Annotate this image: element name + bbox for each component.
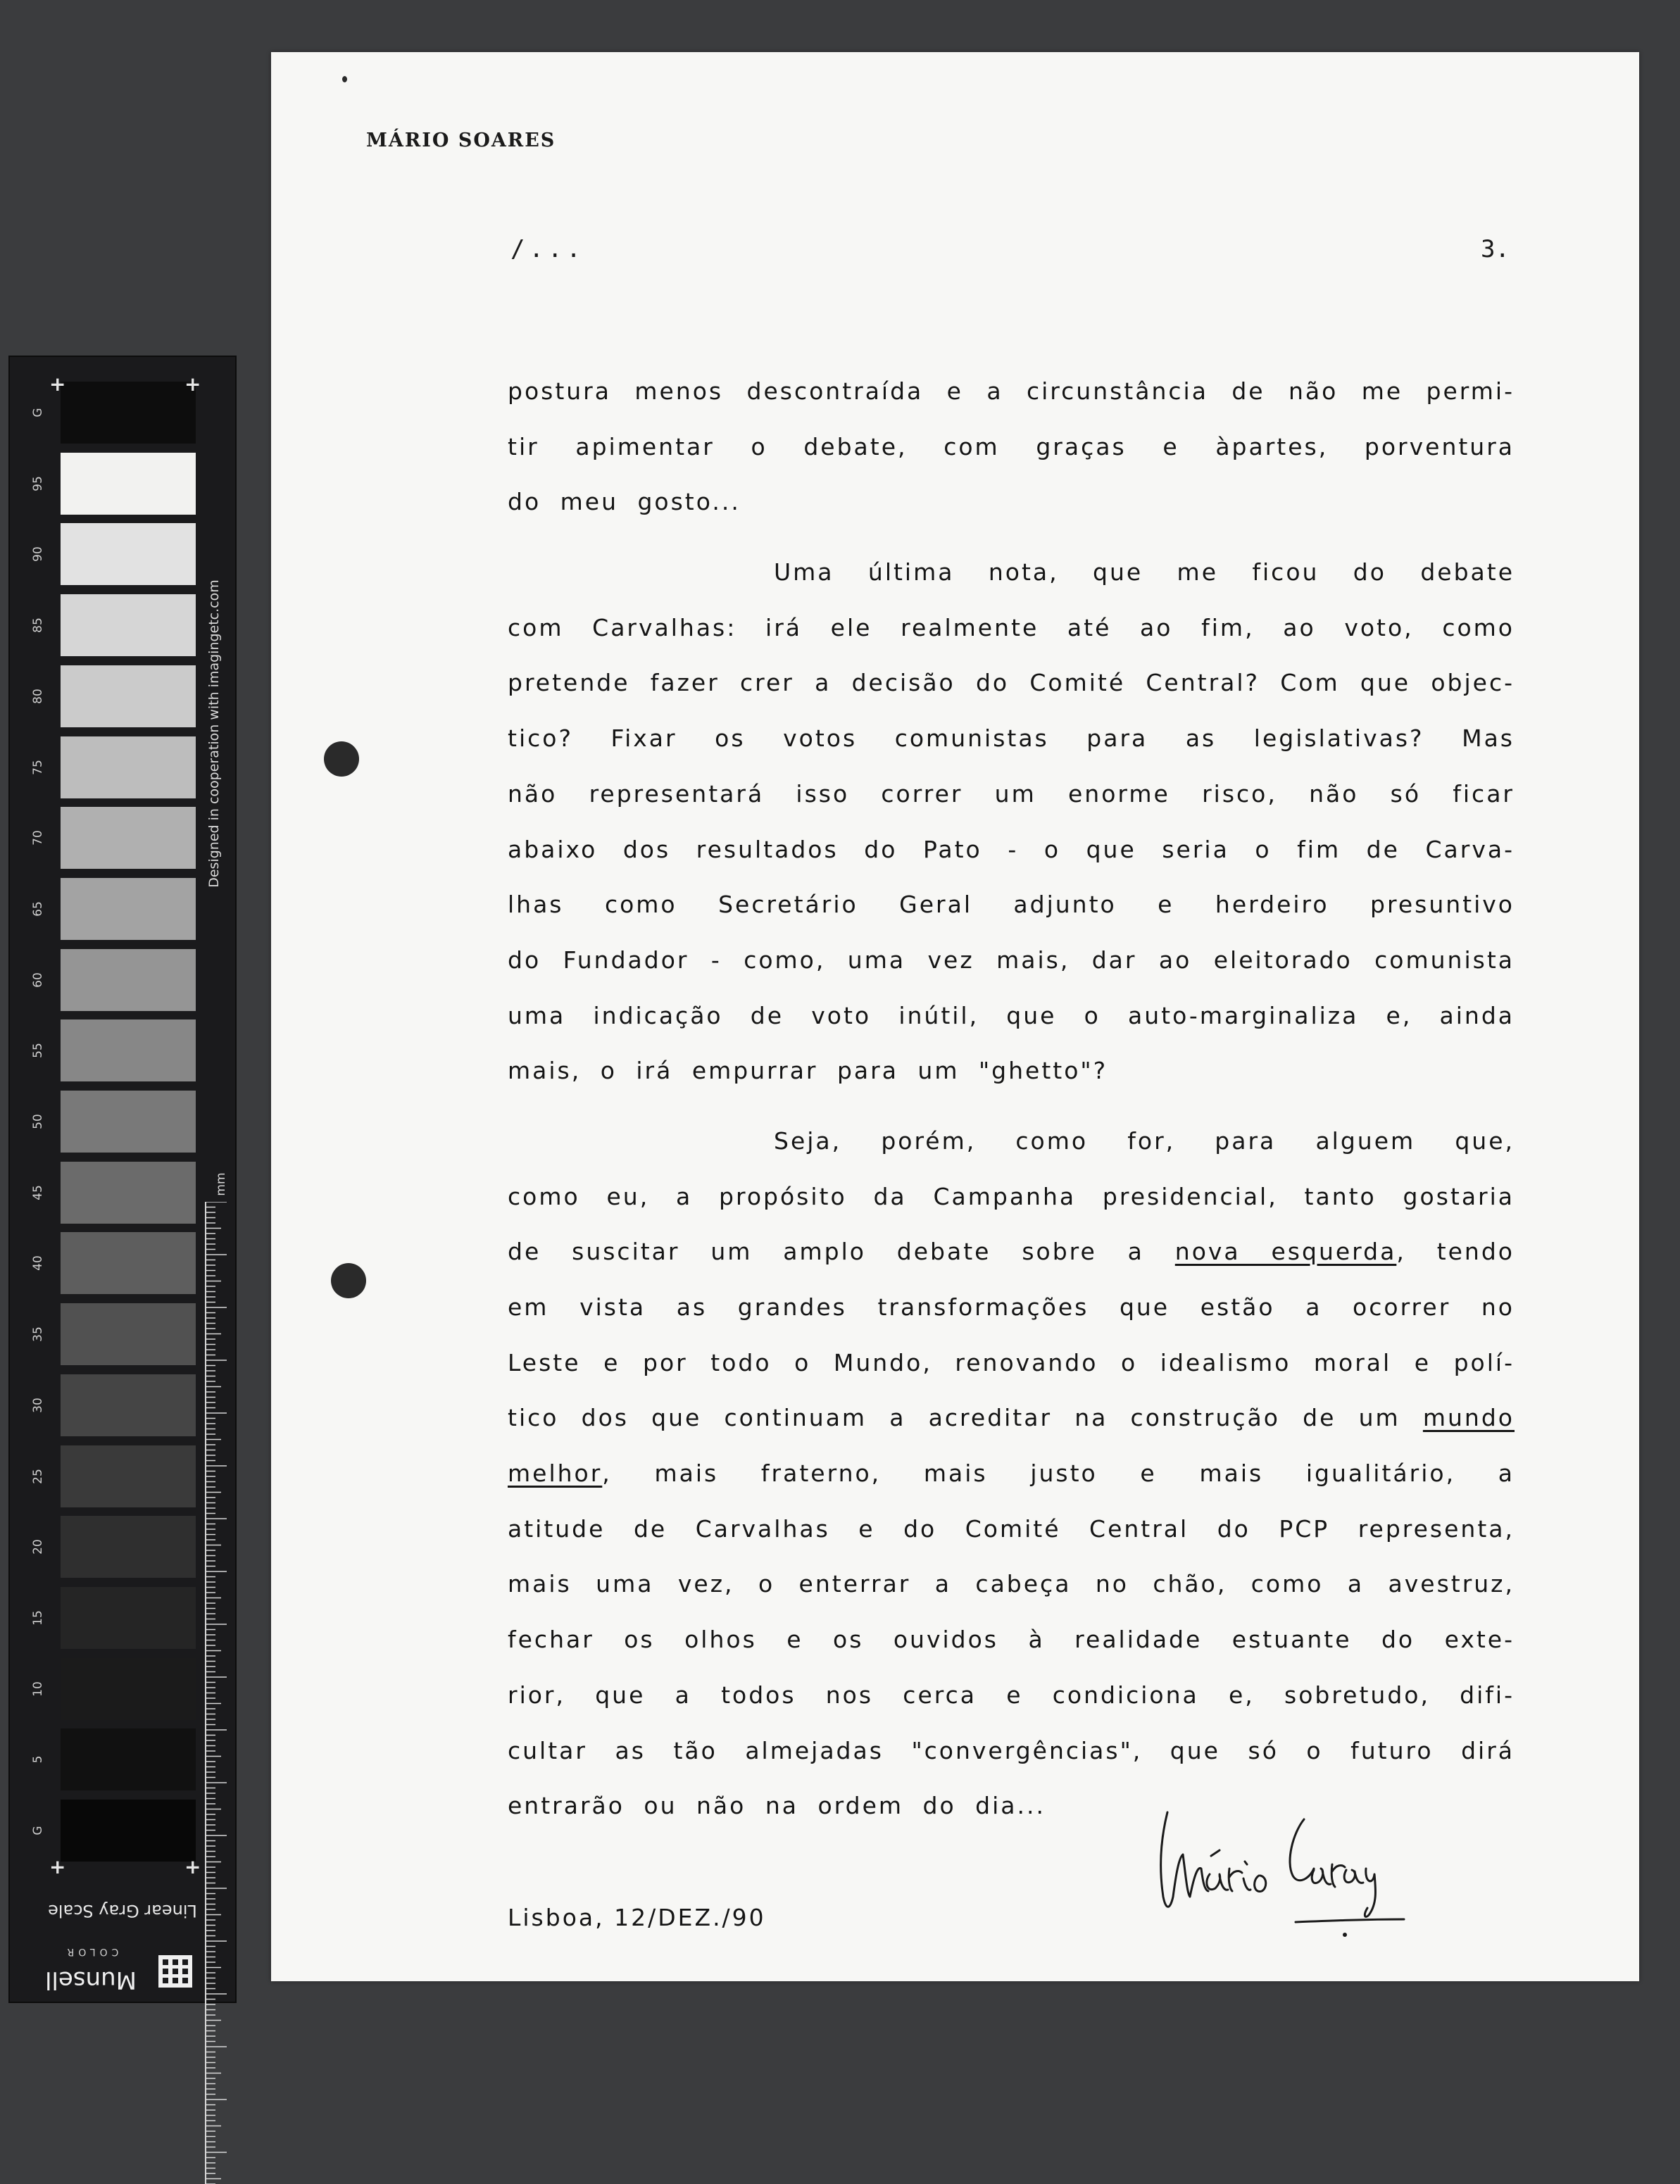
- handwritten-signature: [1155, 1791, 1408, 1939]
- patch-label: G: [31, 408, 45, 418]
- body-line: Seja, porém, como for, para alguem que,: [774, 1126, 1515, 1155]
- letter-body: [508, 364, 1515, 1834]
- body-line: tir apimentar o debate, com graças e àpartes, porventura: [508, 432, 1515, 460]
- punch-hole-lower: [331, 1263, 366, 1298]
- gray-patch: [61, 453, 196, 515]
- body-line: lhas como Secretário Geral adjunto e herdeiro presuntivo: [508, 891, 1515, 919]
- gray-patch: [61, 878, 196, 940]
- patch-label: 25: [31, 1468, 45, 1484]
- punch-hole-upper: [324, 741, 359, 777]
- line-segment: , tendo: [1396, 1238, 1515, 1266]
- body-line: atitude de Carvalhas e do Comité Central do PCP representa,: [508, 1514, 1515, 1543]
- line-segment: , mais fraterno, mais justo e mais igualitário, a: [602, 1460, 1515, 1488]
- patch-label: 45: [31, 1184, 45, 1200]
- body-line: não representará isso correr um enorme risco, não só ficar: [508, 779, 1515, 808]
- line-segment: de suscitar um amplo debate sobre a: [508, 1238, 1175, 1266]
- body-line: [508, 1446, 1515, 1502]
- mm-ruler: [200, 1202, 235, 2184]
- card-title: Linear Gray Scale: [48, 1901, 197, 1921]
- signature-text: Mário Soares: [1155, 1791, 1160, 1792]
- body-line: fechar os olhos e os ouvidos à realidade estuante do exte-: [508, 1626, 1515, 1654]
- gray-patch: [61, 1091, 196, 1153]
- registration-plus-top-right: +: [184, 372, 201, 396]
- registration-plus-bottom-left: +: [49, 1855, 66, 1878]
- continuation-mark: /...: [510, 235, 585, 263]
- body-line: do meu gosto...: [508, 488, 741, 516]
- card-credit: Designed in cooperation with imagingetc.com: [206, 579, 222, 888]
- page-number: 3.: [1481, 235, 1510, 263]
- body-line: com Carvalhas: irá ele realmente até ao fim, ao voto, como: [508, 613, 1515, 641]
- underlined-phrase: nova esquerda: [1174, 1238, 1397, 1266]
- ink-speck: [342, 76, 347, 82]
- patch-label: 5: [31, 1755, 45, 1764]
- patch-label: G: [31, 1826, 45, 1835]
- patch-label: 20: [31, 1539, 45, 1555]
- body-line: do Fundador - como, uma vez mais, dar ao eleitorado comunista: [508, 946, 1515, 974]
- patch-label: 15: [31, 1610, 45, 1626]
- patch-label: 90: [31, 546, 45, 563]
- ruler-unit-label: mm: [214, 1172, 228, 1196]
- gray-patch: [61, 1445, 196, 1507]
- patch-label: 70: [31, 830, 45, 846]
- body-line: [508, 1391, 1515, 1446]
- body-line: uma indicação de voto inútil, que o auto-marginaliza e, ainda: [508, 1001, 1515, 1029]
- registration-plus-top-left: +: [49, 372, 66, 396]
- body-line: mais uma vez, o enterrar a cabeça no chão, como a avestruz,: [508, 1570, 1515, 1598]
- body-line: mais, o irá empurrar para um "ghetto"?: [508, 1057, 1108, 1085]
- gray-patch: [61, 1658, 196, 1720]
- gray-patch: [61, 1019, 196, 1081]
- body-line: cultar as tão almejadas "convergências", que só o futuro dirá: [508, 1736, 1515, 1764]
- letter-page: [271, 52, 1639, 1981]
- munsell-sub: COLOR: [63, 1946, 119, 1957]
- body-line: pretende fazer crer a decisão do Comité Central? Com que objec-: [508, 669, 1515, 697]
- patch-label: 10: [31, 1681, 45, 1697]
- underlined-phrase: melhor: [508, 1460, 603, 1488]
- gray-patch: [61, 1800, 196, 1862]
- body-line: tico? Fixar os votos comunistas para as legislativas? Mas: [508, 724, 1515, 753]
- gray-patch: [61, 1374, 196, 1436]
- body-line: Leste e por todo o Mundo, renovando o idealismo moral e polí-: [508, 1348, 1515, 1376]
- patch-label: 30: [31, 1397, 45, 1413]
- gray-patch: [61, 1516, 196, 1578]
- gray-patch: [61, 949, 196, 1011]
- gray-patch: [61, 594, 196, 656]
- munsell-brand: Munsell: [45, 1966, 137, 1994]
- gray-patch: [61, 1162, 196, 1224]
- patch-label: 75: [31, 759, 45, 775]
- gray-patch: [61, 807, 196, 869]
- card-footer: [10, 1895, 235, 2001]
- gray-patch: [61, 382, 196, 444]
- body-line: rior, que a todos nos cerca e condiciona e, sobretudo, difi-: [508, 1681, 1515, 1709]
- gray-patch: [61, 665, 196, 727]
- gray-patch: [61, 1587, 196, 1649]
- line-segment: tico dos que continuam a acreditar na construção de um: [508, 1404, 1423, 1432]
- paragraph-gap: [508, 1099, 1515, 1114]
- patch-label: 95: [31, 475, 45, 491]
- gray-patch: [61, 523, 196, 585]
- body-line: [508, 1224, 1515, 1280]
- gray-patch: [61, 1728, 196, 1790]
- munsell-logo-icon: [158, 1954, 193, 1988]
- body-line: Uma última nota, que me ficou do debate: [774, 558, 1515, 586]
- patch-label: 85: [31, 617, 45, 633]
- patch-label: 40: [31, 1255, 45, 1272]
- patch-label: 55: [31, 1043, 45, 1059]
- patch-label: 50: [31, 1114, 45, 1129]
- gray-patch: [61, 1303, 196, 1365]
- place-date: Lisboa, 12/DEZ./90: [508, 1904, 766, 1931]
- patch-label: 65: [31, 901, 45, 917]
- body-line: postura menos descontraída e a circunstância de não me permi-: [508, 377, 1515, 405]
- body-line: entrarão ou não na ordem do dia...: [508, 1792, 1046, 1820]
- letterhead: MÁRIO SOARES: [366, 130, 556, 151]
- gray-patch: [61, 736, 196, 798]
- paragraph-gap: [508, 530, 1515, 545]
- patch-label: 35: [31, 1326, 45, 1342]
- patch-label: 80: [31, 688, 45, 704]
- gray-patch: [61, 1232, 196, 1294]
- gray-scale-card: [8, 356, 237, 2003]
- body-line: em vista as grandes transformações que estão a ocorrer no: [508, 1293, 1515, 1321]
- body-line: como eu, a propósito da Campanha presidencial, tanto gostaria: [508, 1182, 1515, 1210]
- patch-label: 60: [31, 972, 45, 988]
- registration-plus-bottom-right: +: [184, 1855, 201, 1878]
- body-line: abaixo dos resultados do Pato - o que seria o fim de Carva-: [508, 835, 1515, 863]
- underlined-phrase: mundo: [1422, 1404, 1515, 1432]
